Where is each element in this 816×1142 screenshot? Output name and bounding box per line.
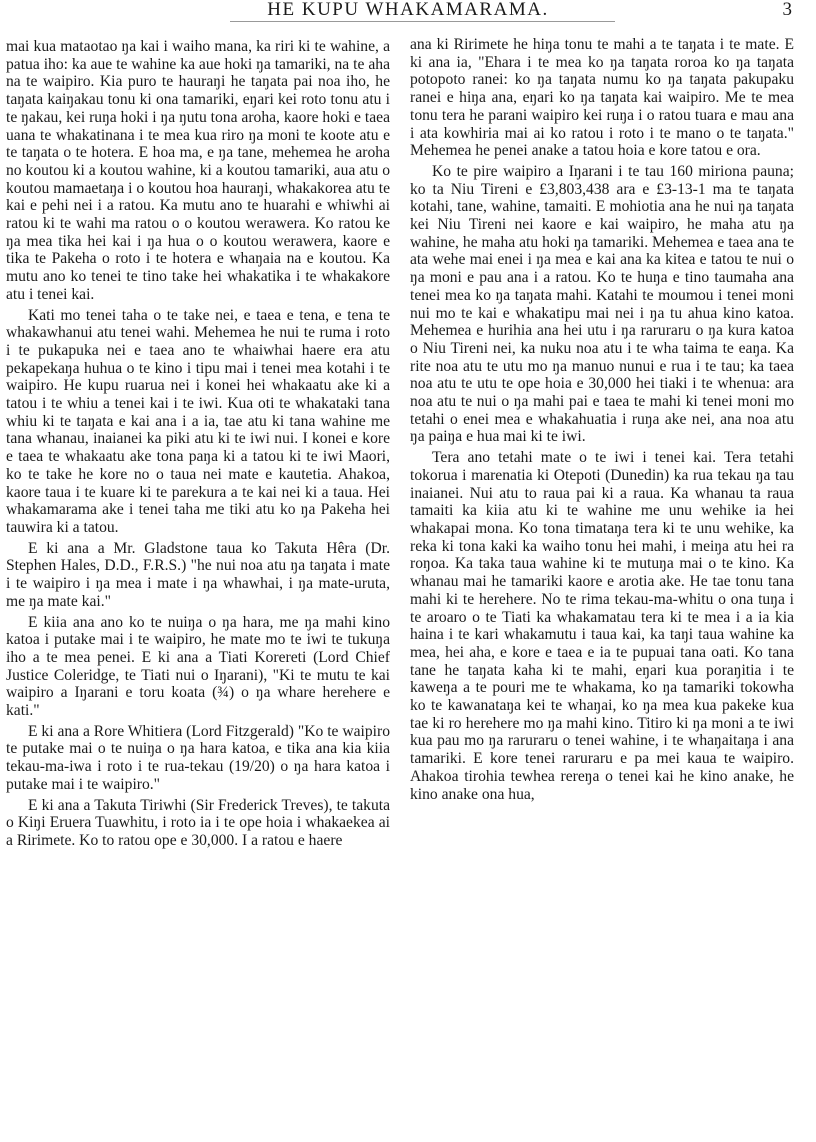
paragraph: E ki ana a Rore Whitiera (Lord Fitzgerald) "Ko te waipiro te putake mai o te nuiŋa o ŋa hara katoa, e tika ana kia kiia tekau-ma-iwa i roto i te rua-tekau (19/20) o ŋa hara katoa i putake mai i te waipiro." — [6, 722, 390, 793]
running-title: HE KUPU WHAKAMARAMA. — [267, 0, 549, 20]
paragraph: Ko te pire waipiro a Iŋarani i te tau 160 miriona pauna; ko ta Niu Tireni e £3,803,438 ara e £3-13-1 ma te taŋata kotahi, tane, wahine, tamaiti. E mohiotia ana he nui ŋa taŋata kei Niu Tireni nei kaore e kai waipiro, he maha atu ŋa wahine, he maha atu hoki ŋa tamariki. Mehemea e taea ana te ata wehe mai enei i ŋa mea e kai ana ka kitea e tatou te nui o ŋa moni e pau ana i a ratou. Ko te huŋa e tino taumaha ana tenei mea ko ŋa taŋata mahi. Katahi te moumou i tenei moni nui mo te kai e whakatipu mai nei i ŋa tu ahua kino katoa. Mehemea e hurihia ana hei utu i ŋa raruraru o ŋa kura katoa o Niu Tireni nei, ka nuku noa atu i te wha taima te eaŋa. Ka rite noa atu te utu mo ŋa manuo nunui e rua i te tau; ka taea noa atu te utu te ope hoia e 30,000 hei tiaki i te whenua: ara noa atu te nui o ŋa mahi pai e taea te mahi ki tenei moni mo tetahi o enei mea e whakahuatia i ruŋa ake nei, ana noa atu ŋa paiŋa e hua mai ki te iwi. — [410, 162, 794, 446]
paragraph: E ki ana a Takuta Tiriwhi (Sir Frederick Treves), te takuta o Kiŋi Eruera Tuawhitu, i roto ia i te ope hoia i whakaekea ai a Ririmete. Ko to ratou ope e 30,000. I a ratou e haere — [6, 796, 390, 849]
paragraph: Tera ano tetahi mate o te iwi i tenei kai. Tera tetahi tokorua i marenatia ki Otepoti (Dunedin) ka rua tekau ŋa tau inaianei. Nui atu to raua pai ki a raua. Ka whanau ta raua tamaiti ka kiia atu ki te wahine me unu wehike ia hei whakapai mona. Ko tona timataŋa tera ki te unu wehike, ka reka ki tona kaki ka waiho tonu hei mahi, i meiŋa atu hei ra roŋoa. Ka taka taua wahine ki te mutuŋa mai o te kino. Ka whanau mai he tamariki kaore e arotia ake. He tae tonu tana mahi ki te herehere. No te rima tekau-ma-whitu o ona tuŋa i te aroaro o te Tiati ka whakamatau tera ki te mea i a ia kia haina i te kari whakamutu i taua kai, ka taŋi taua wahine ka mea, hei aha, e kore e taea e ia te pupuai tana oati. Ko tana tane he taŋata kaha ki te mahi, eŋari kua poraŋitia i te kaweŋa a te pouri me te whakama, ko ŋa tamariki tokowha ko te kawanataŋa kei te whaŋai, ko ŋa mea kua pakeke kua tae ki ro herehere mo ŋa mahi kino. Titiro ki ŋa moni a te iwi kua pau mo ŋa raruraru o tenei wahine, i te whaŋaitaŋa i ana tamariki. E kore tenei raruraru e pa mei kaua te waipiro. Ahakoa tirohia tewhea rereŋa o tenei kai he kino anake, he kino anake ona hua, — [410, 449, 794, 803]
page-number: 3 — [782, 0, 792, 20]
right-column — [410, 36, 794, 1138]
left-column — [6, 38, 390, 1140]
paragraph: ana ki Ririmete he hiŋa tonu te mahi a te taŋata i te mate. E ki ana ia, "Ehara i te mea ko ŋa taŋata roroa ko ŋa taŋata potopoto ranei: ko ŋa taŋata numu ko ŋa taŋata pakupaku ranei e hiŋa ana, eŋari ko ŋa taŋata kai waipiro. Me te mea tonu tera he parani waipiro kei ruŋa i o ratou tuara e mau ana i ata kowhiria mai ai ko ratou i roto i te mano o te taŋata." Mehemea he penei anake a tatou hoia e kore tatou e ora. — [410, 36, 794, 160]
paragraph: Kati mo tenei taha o te take nei, e taea e tena, e tena te whakawhanui atu tenei wahi. Mehemea he nui te ruma i roto i te pukapuka nei e taea ano te whaiwhai haere era atu pekapekaŋa huhua o te kino i tipu mai i tenei mea kotahi i te waipiro. He kupu ruarua nei i konei hei whakaatu ake ki a tatou i te whiu a tenei kai i te iwi. Kua oti te whakataki tana whiu ki te taŋata e kai ana i a ia, tae atu ki tana wahine me tana whanau, inaianei ka piki atu ki te iwi nui. I konei e kore e taea te whakaatu ake tona paŋa ki a tatou ki te iwi Maori, ko te take he kore no o taua nei mate e kautetia. Ahakoa, kaore taua i te kuare ki te parekura a te kai nei ki a taua. Hei whakamarama ake i tenei taha me tiki atu ko ŋa Pakeha hei tauwira ki a tatou. — [6, 306, 390, 536]
page-header — [0, 0, 816, 22]
paragraph: E ki ana a Mr. Gladstone taua ko Takuta Hêra (Dr. Stephen Hales, D.D., F.R.S.) "he nui noa atu ŋa taŋata i mate i te waipiro i ŋa mea i mate i ŋa whawhai, i ŋa mate-uruta, me ŋa mate kai." — [6, 539, 390, 610]
paragraph: E kiia ana ano ko te nuiŋa o ŋa hara, me ŋa mahi kino katoa i putake mai i te waipiro, he mate mo te iwi te tukuŋa iho a te mea penei. E ki ana a Tiati Korereti (Lord Chief Justice Coleridge, te Tiati nui o Iŋarani), "Ki te mutu te kai waipiro a Iŋarani e toru koata (¾) o ŋa whare herehere e kati." — [6, 613, 390, 720]
paragraph: mai kua mataotao ŋa kai i waiho mana, ka riri ki te wahine, a patua iho: ka aue te wahine ka aue hoki ŋa tamariki, na te aha na te waipiro. Kia puro te hauraŋi he taŋata pai noa iho, he taŋata kaiŋakau tonu ki ona tamariki, eŋari kei roto tonu atu i te ŋakau, kei ruŋa hoki i ŋa ŋutu tona aroha, kaore hoki e taea uana te whakatinana i te mea kua riro ŋa moni te koote atu e te taŋata o te hotera. E hoa ma, e ŋa tane, mehemea he aroha no koutou ki a koutou wahine, ki a koutou tamariki, aua atu o koutou mamaetaŋa i o koutou hoa hauraŋi, whakakorea atu te kai e pehi nei i a ratou. Ka mutu ano te huarahi e whiwhi ai ratou ki te wahi ma ratou o o koutou werawera. Ko ratou ke ŋa mea tika hei kai i ŋa hua o o koutou werawera, kaore e tika te Pakeha o roto i te hotera e whaŋaia na e koutou. Ka mutu ano ko tenei te tino take hei whakatika i te whakakore atu i tenei kai. — [6, 38, 390, 303]
header-rule — [230, 21, 615, 22]
